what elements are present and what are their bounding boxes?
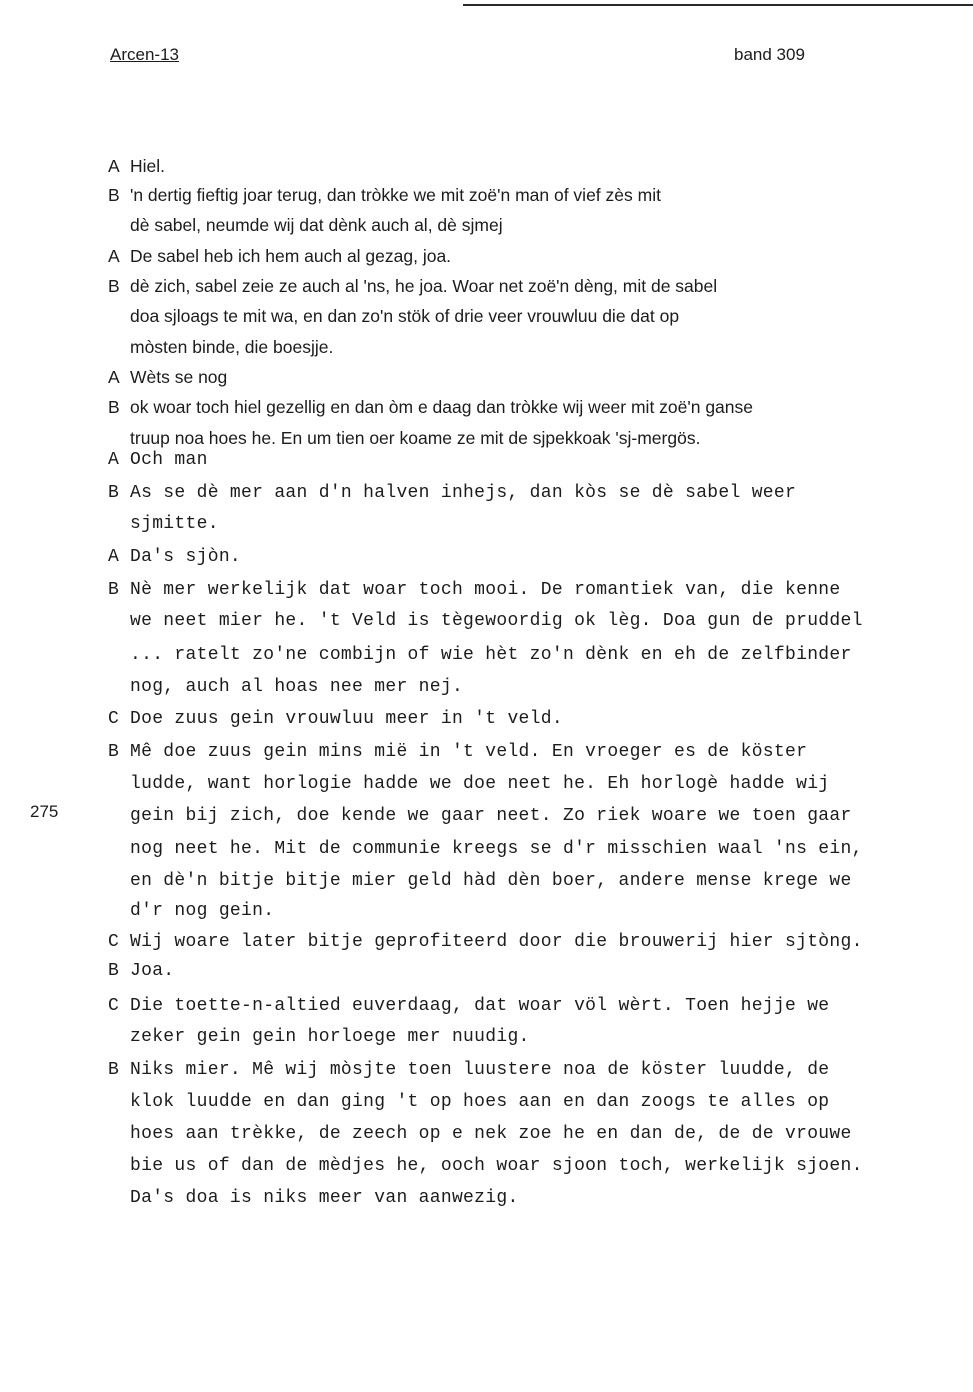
line-text: Nè mer werkelijk dat woar toch mooi. De romantiek van, die kenne	[130, 580, 841, 600]
transcript-line	[108, 248, 451, 266]
speaker-label: B	[108, 397, 120, 417]
transcript-line	[130, 1189, 519, 1207]
line-text: mòsten binde, die boesjje.	[130, 337, 334, 357]
line-text: bie us of dan de mèdjes he, ooch woar sjoon toch, werkelijk sjoen.	[130, 1156, 863, 1176]
line-text: truup noa hoes he. En um tien oer koame ze mit de sjpekkoak 'sj-mergös.	[130, 428, 701, 448]
transcript-line	[130, 872, 852, 890]
transcript-line	[108, 933, 863, 951]
transcript-line	[108, 962, 174, 980]
line-text: Da's sjòn.	[130, 547, 242, 567]
transcript-line	[108, 1061, 829, 1079]
transcript-line	[130, 807, 852, 825]
line-text: gein bij zich, doe kende we gaar neet. Zo riek woare we toen gaar	[130, 806, 852, 826]
transcript-line	[130, 1093, 829, 1111]
transcript-line	[130, 775, 829, 793]
transcript-line	[130, 1125, 852, 1143]
header-right: band 309	[734, 45, 805, 64]
transcript-line	[130, 339, 333, 357]
transcript-line	[108, 451, 208, 469]
speaker-label: A	[108, 156, 120, 176]
line-text: 'n dertig fieftig joar terug, dan tròkke we mit zoë'n man of vief zès mit	[130, 185, 661, 205]
line-text: we neet mier he. 't Veld is tègewoordig ok lèg. Doa gun de pruddel	[130, 611, 863, 631]
line-text: Da's doa is niks meer van aanwezig.	[130, 1188, 519, 1208]
line-text: nog, auch al hoas nee mer nej.	[130, 677, 464, 697]
transcript-line	[108, 158, 165, 176]
speaker-label: C	[108, 932, 120, 952]
header-left: Arcen-13	[110, 45, 179, 64]
transcript-line	[130, 678, 463, 696]
transcript-line	[108, 187, 661, 205]
speaker-label: A	[108, 547, 120, 567]
transcript-line	[108, 743, 807, 761]
line-text: en dè'n bitje bitje mier geld hàd dèn boer, andere mense krege we	[130, 871, 852, 891]
speaker-label: A	[108, 246, 120, 266]
transcript-line	[108, 369, 227, 387]
line-text: ok woar toch hiel gezellig en dan òm e daag dan tròkke wij weer mit zoë'n ganse	[130, 397, 754, 417]
line-text: hoes aan trèkke, de zeech op e nek zoe he en dan de, de de vrouwe	[130, 1124, 852, 1144]
speaker-label: C	[108, 709, 120, 729]
speaker-label: B	[108, 580, 120, 600]
line-text: Joa.	[130, 961, 175, 981]
speaker-label: B	[108, 742, 120, 762]
speaker-label: A	[108, 367, 120, 387]
line-text: nog neet he. Mit de communie kreegs se d'r misschien waal 'ns ein,	[130, 839, 863, 859]
line-text: Doe zuus gein vrouwluu meer in 't veld.	[130, 709, 563, 729]
line-text: doa sjloags te mit wa, en dan zo'n stök of drie veer vrouwluu die dat op	[130, 306, 680, 326]
transcript-line	[130, 1157, 863, 1175]
transcript-line	[108, 399, 753, 417]
line-text: As se dè mer aan d'n halven inhejs, dan kòs se dè sabel weer	[130, 483, 797, 503]
speaker-label: B	[108, 276, 120, 296]
transcript-line	[130, 515, 219, 533]
transcript-line	[108, 581, 841, 599]
speaker-label: B	[108, 483, 120, 503]
speaker-label: C	[108, 996, 120, 1016]
transcript-line	[130, 840, 863, 858]
line-text: dè zich, sabel zeie ze auch al 'ns, he joa. Woar net zoë'n dèng, mit de sabel	[130, 276, 718, 296]
line-text: Wèts se nog	[130, 367, 228, 387]
line-text: Die toette-n-altied euverdaag, dat woar völ wèrt. Toen hejje we	[130, 996, 830, 1016]
speaker-label: B	[108, 961, 120, 981]
transcript-line	[130, 612, 863, 630]
transcript-line	[108, 484, 796, 502]
line-text: sjmitte.	[130, 514, 219, 534]
margin-number: 275	[30, 802, 59, 821]
speaker-label: A	[108, 450, 120, 470]
transcript-line	[108, 548, 241, 566]
transcript-line	[108, 997, 829, 1015]
line-text: Hiel.	[130, 156, 166, 176]
transcript-line	[108, 710, 563, 728]
speaker-label: B	[108, 1060, 120, 1080]
line-text: ... ratelt zo'ne combijn of wie hèt zo'n dènk en eh de zelfbinder	[130, 645, 852, 665]
line-text: Och man	[130, 450, 208, 470]
transcript-line	[130, 217, 503, 235]
line-text: Niks mier. Mê wij mòsjte toen luustere noa de köster luudde, de	[130, 1060, 830, 1080]
transcript-line	[130, 308, 679, 326]
transcript-line	[130, 646, 852, 664]
line-text: zeker gein gein horloege mer nuudig.	[130, 1027, 530, 1047]
line-text: d'r nog gein.	[130, 901, 275, 921]
transcript-line	[130, 430, 700, 448]
line-text: Mê doe zuus gein mins mië in 't veld. En vroeger es de köster	[130, 742, 808, 762]
line-text: dè sabel, neumde wij dat dènk auch al, dè sjmej	[130, 215, 503, 235]
transcript-line	[130, 902, 274, 920]
line-text: ludde, want horlogie hadde we doe neet he. Eh horlogè hadde wij	[130, 774, 830, 794]
line-text: De sabel heb ich hem auch al gezag, joa.	[130, 246, 452, 266]
top-rule	[463, 4, 973, 6]
transcript-line	[108, 278, 717, 296]
speaker-label: B	[108, 185, 120, 205]
line-text: klok luudde en dan ging 't op hoes aan en dan zoogs te alles op	[130, 1092, 830, 1112]
line-text: Wij woare later bitje geprofiteerd door die brouwerij hier sjtòng.	[130, 932, 863, 952]
transcript-line	[130, 1028, 530, 1046]
